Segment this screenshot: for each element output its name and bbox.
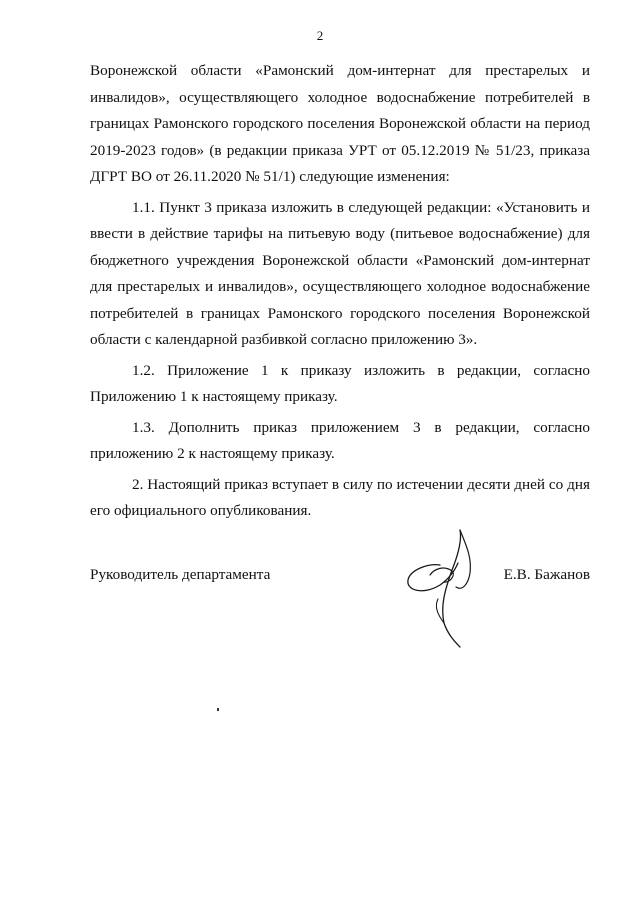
page-number: 2	[316, 28, 324, 43]
item-2-paragraph: 2. Настоящий приказ вступает в силу по истечении десяти дней со дня его официального опубликования.	[90, 475, 590, 519]
intro-paragraph: Воронежской области «Рамонский дом-интернат для престарелых и инвалидов», осуществляющего холодное водоснабжение потребителей в границах Рамонского городского поселения Воронежской области на период 2019-2023 годов» (в редакции приказа УРТ от 05.12.2019 № 51/23, приказа ДГРТ ВО от 26.11.2020 № 51/1) следующие изменения:	[90, 62, 590, 185]
document-body	[90, 58, 590, 525]
scan-speck	[217, 708, 219, 711]
signature-block	[90, 566, 590, 596]
item-1-3-paragraph: 1.3. Дополнить приказ приложением 3 в редакции, согласно приложению 2 к настоящему приказу.	[90, 418, 590, 462]
handwritten-signature	[400, 525, 500, 655]
item-1-1-paragraph: 1.1. Пункт 3 приказа изложить в следующей редакции: «Установить и ввести в действие тарифы на питьевую воду (питьевое водоснабжение) для бюджетного учреждения Воронежской области «Рамонский дом-интернат для престарелых и инвалидов», осуществляющего холодное водоснабжение потребителей в границах Рамонского городского поселения Воронежской области с календарной разбивкой согласно приложению 3».	[90, 198, 590, 348]
item-1-2-paragraph: 1.2. Приложение 1 к приказу изложить в редакции, согласно Приложению 1 к настоящему приказу.	[90, 361, 590, 405]
signatory-title: Руководитель департамента	[90, 566, 271, 583]
signatory-name: Е.В. Бажанов	[503, 566, 590, 583]
